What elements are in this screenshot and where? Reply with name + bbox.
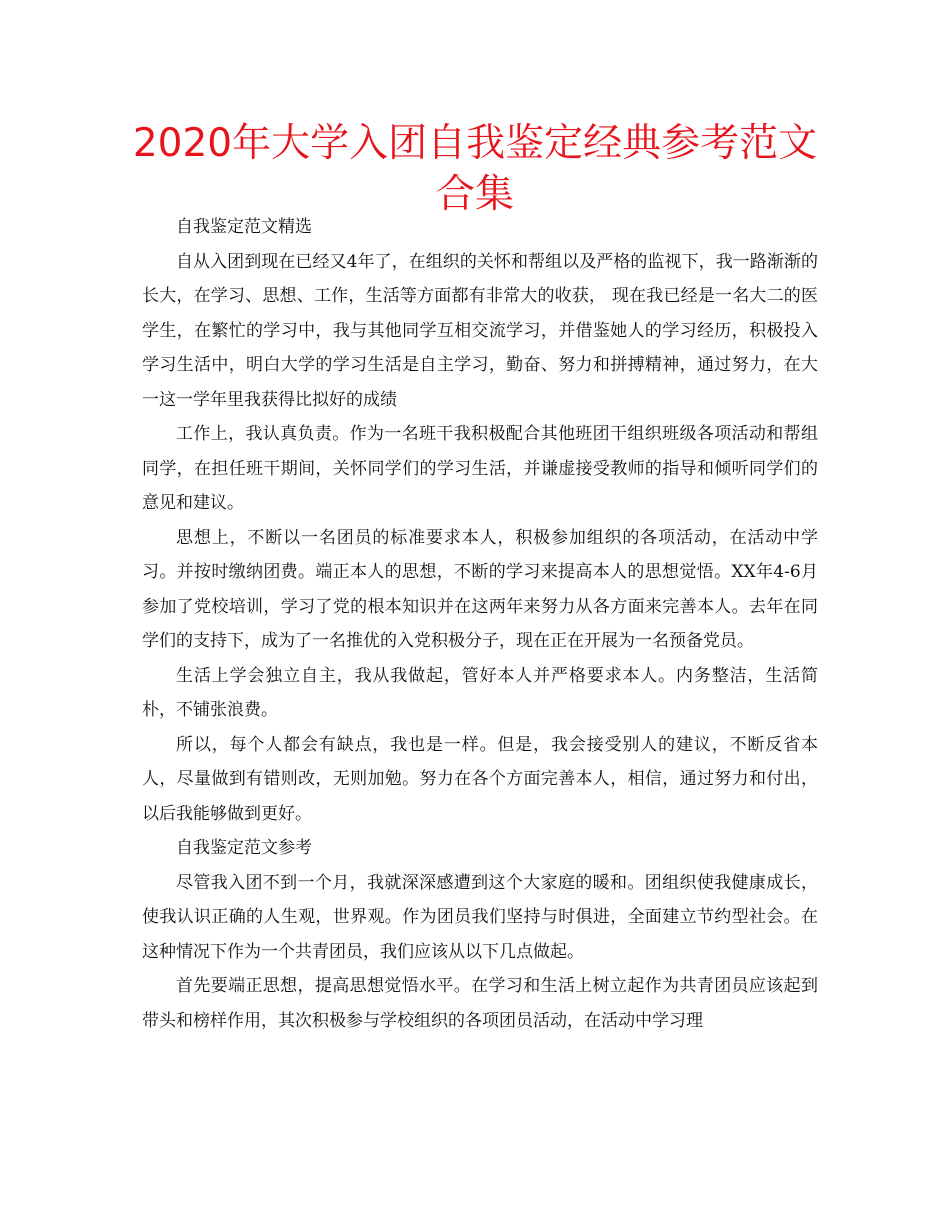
section-heading-1: 自我鉴定范文精选 (176, 217, 312, 237)
paragraph-2: 工作上，我认真负责。作为一名班干我积极配合其他班团干组织班级各项活动和帮组同学，在担任班干期间，关怀同学们的学习生活，并谦虚接受教师的指导和倾听同学们的意见和建议。 (142, 424, 818, 513)
section-heading-2: 自我鉴定范文参考 (176, 838, 312, 858)
paragraph-3: 思想上，不断以一名团员的标准要求本人，积极参加组织的各项活动，在活动中学习。并按时缴纳团费。端正本人的思想，不断的学习来提高本人的思想觉悟。XX年4-6月参加了党校培训，学习了党的根本知识并在这两年来努力从各方面来完善本人。去年在同学们的支持下，成为了一名推优的入党积极分子，现在正在开展为一名预备党员。 (142, 527, 818, 651)
paragraph-5: 所以，每个人都会有缺点，我也是一样。但是，我会接受别人的建议，不断反省本人，尽量做到有错则改，无则加勉。努力在各个方面完善本人，相信，通过努力和付出，以后我能够做到更好。 (142, 734, 818, 824)
document-body (142, 210, 818, 1038)
paragraph-1: 自从入团到现在已经又4年了，在组织的关怀和帮组以及严格的监视下，我一路渐渐的长大，在学习、思想、工作，生活等方面都有非常大的收获， 现在我已经是一名大二的医学生，在繁忙的学习中，我与其他同学互相交流学习，并借鉴她人的学习经历，积极投入学习生活中，明白大学的学习生活是自主学习，勤奋、努力和拼搏精神，通过努力，在大一这一学年里我获得比拟好的成绩 (142, 251, 818, 410)
paragraph-4: 生活上学会独立自主，我从我做起，管好本人并严格要求本人。内务整洁，生活简朴，不铺张浪费。 (142, 665, 818, 720)
document-title: 2020年大学入团自我鉴定经典参考范文合集 (132, 121, 818, 217)
paragraph-6: 尽管我入团不到一个月，我就深深感遭到这个大家庭的暖和。团组织使我健康成长，使我认识正确的人生观，世界观。作为团员我们坚持与时俱进，全面建立节约型社会。在这种情况下作为一个共青团员，我们应该从以下几点做起。 (142, 872, 818, 962)
paragraph-7: 首先要端正思想，提高思想觉悟水平。在学习和生活上树立起作为共青团员应该起到带头和榜样作用，其次积极参与学校组织的各项团员活动，在活动中学习理 (142, 976, 818, 1031)
